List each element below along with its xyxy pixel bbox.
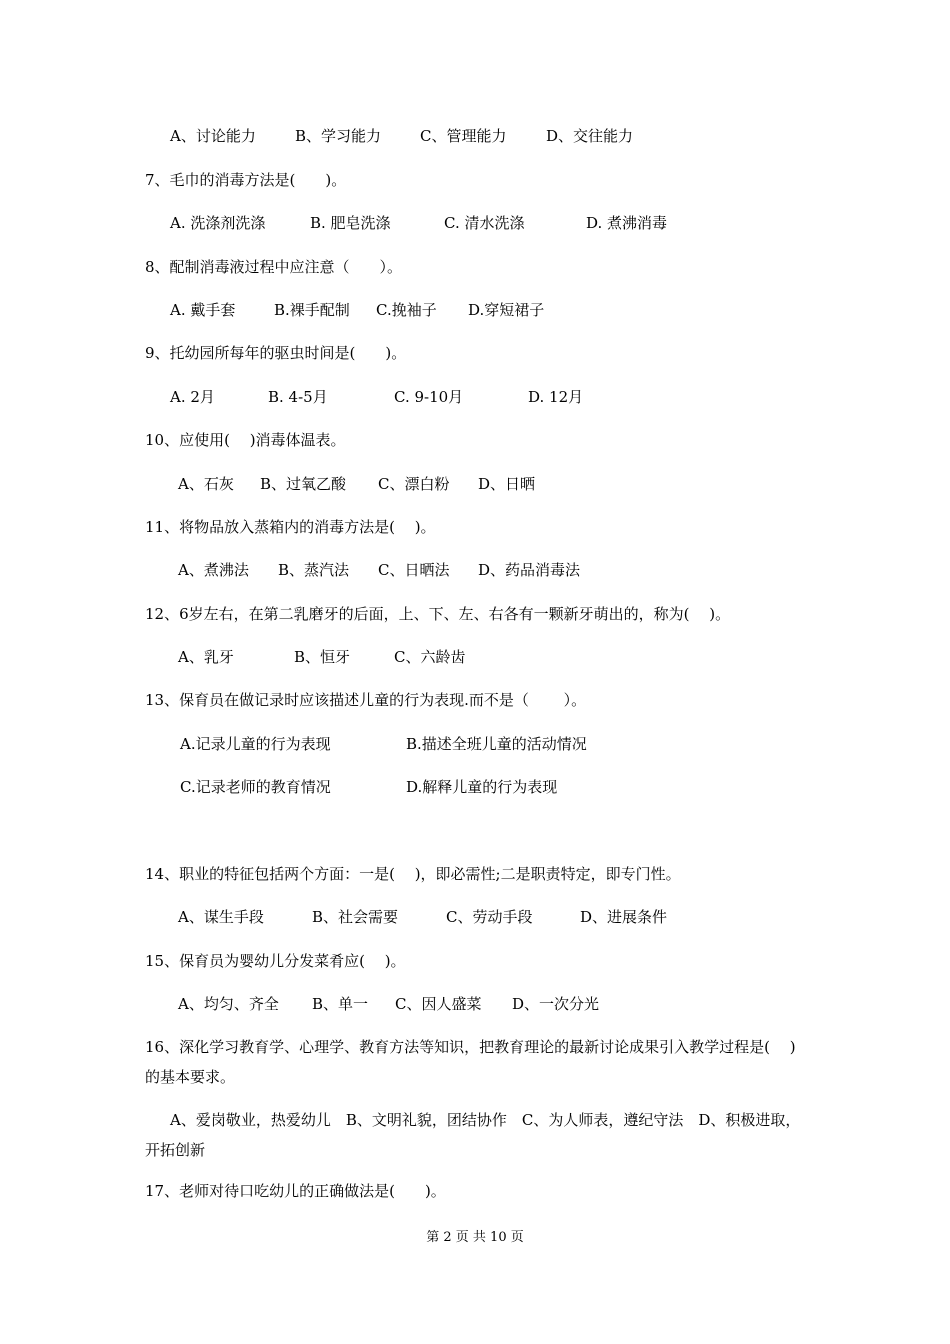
q11-option-a: A、煮沸法 — [178, 561, 249, 579]
q12-option-a: A、乳牙 — [178, 648, 234, 666]
q10-option-c: C、漂白粉 — [378, 475, 450, 493]
q11-option-d: D、药品消毒法 — [478, 561, 581, 579]
q8-option-b: B.裸手配制 — [274, 301, 350, 319]
q7-option-a: A. 洗涤剂洗涤 — [170, 214, 266, 232]
page-number-footer: 第 2 页 共 10 页 — [426, 1230, 524, 1245]
q8-option-a: A. 戴手套 — [170, 301, 236, 319]
q16-options: A、爱岗敬业，热爱幼儿 B、文明礼貌，团结协作 C、为人师表，遵纪守法 D、积极进取，开拓创新 — [145, 1111, 801, 1159]
q11-stem: 11、将物品放入蒸箱内的消毒方法是( )。 — [145, 518, 436, 536]
q16-stem: 16、深化学习教育学、心理学、教育方法等知识，把教育理论的最新讨论成果引入教学过程是( )的基本要求。 — [145, 1038, 796, 1086]
q8-option-d: D.穿短裙子 — [468, 301, 545, 319]
q8-stem: 8、配制消毒液过程中应注意（ ）。 — [145, 258, 403, 276]
q7-option-c: C. 清水洗涤 — [444, 214, 525, 232]
q15-option-d: D、一次分光 — [512, 995, 600, 1013]
q8-option-c: C.挽袖子 — [376, 301, 437, 319]
q10-stem: 10、应使用( )消毒体温表。 — [145, 431, 346, 449]
q10-option-a: A、石灰 — [178, 475, 234, 493]
q10-option-b: B、过氧乙酸 — [260, 475, 347, 493]
q9-option-c: C. 9-10月 — [394, 388, 464, 406]
q12-option-c: C、六龄齿 — [394, 648, 466, 666]
q15-option-c: C、因人盛菜 — [395, 995, 482, 1013]
q9-stem: 9、托幼园所每年的驱虫时间是( )。 — [145, 344, 407, 362]
q14-option-b: B、社会需要 — [312, 908, 399, 926]
q9-option-b: B. 4-5月 — [268, 388, 328, 406]
q7-option-d: D. 煮沸消毒 — [586, 214, 668, 232]
q11-option-b: B、蒸汽法 — [278, 561, 350, 579]
q6-option-a: A、讨论能力 — [170, 127, 256, 145]
q13-option-c: C.记录老师的教育情况 — [180, 778, 331, 796]
q12-option-b: B、恒牙 — [294, 648, 351, 666]
q15-option-b: B、单一 — [312, 995, 369, 1013]
q9-option-a: A. 2月 — [170, 388, 215, 406]
q7-option-b: B. 肥皂洗涤 — [310, 214, 391, 232]
q13-stem: 13、保育员在做记录时应该描述儿童的行为表现.而不是（ ）。 — [145, 691, 587, 709]
q14-option-c: C、劳动手段 — [446, 908, 533, 926]
q9-option-d: D. 12月 — [528, 388, 584, 406]
q6-option-d: D、交往能力 — [546, 127, 634, 145]
q13-option-d: D.解释儿童的行为表现 — [406, 778, 558, 796]
q11-option-c: C、日晒法 — [378, 561, 450, 579]
q14-option-d: D、进展条件 — [580, 908, 668, 926]
q13-option-b: B.描述全班儿童的活动情况 — [406, 735, 587, 753]
q6-option-b: B、学习能力 — [295, 127, 382, 145]
q13-option-a: A.记录儿童的行为表现 — [180, 735, 331, 753]
q17-stem: 17、老师对待口吃幼儿的正确做法是( )。 — [145, 1182, 446, 1200]
q14-option-a: A、谋生手段 — [178, 908, 264, 926]
q12-stem: 12、6岁左右，在第二乳磨牙的后面，上、下、左、右各有一颗新牙萌出的，称为( )。 — [145, 605, 731, 623]
q6-option-c: C、管理能力 — [420, 127, 507, 145]
q15-stem: 15、保育员为婴幼儿分发菜肴应( )。 — [145, 952, 406, 970]
q15-option-a: A、均匀、齐全 — [178, 995, 279, 1013]
q7-stem: 7、毛巾的消毒方法是( )。 — [145, 171, 347, 189]
q14-stem: 14、职业的特征包括两个方面：一是( )，即必需性;二是职责特定，即专门性。 — [145, 865, 681, 883]
q10-option-d: D、日晒 — [478, 475, 536, 493]
